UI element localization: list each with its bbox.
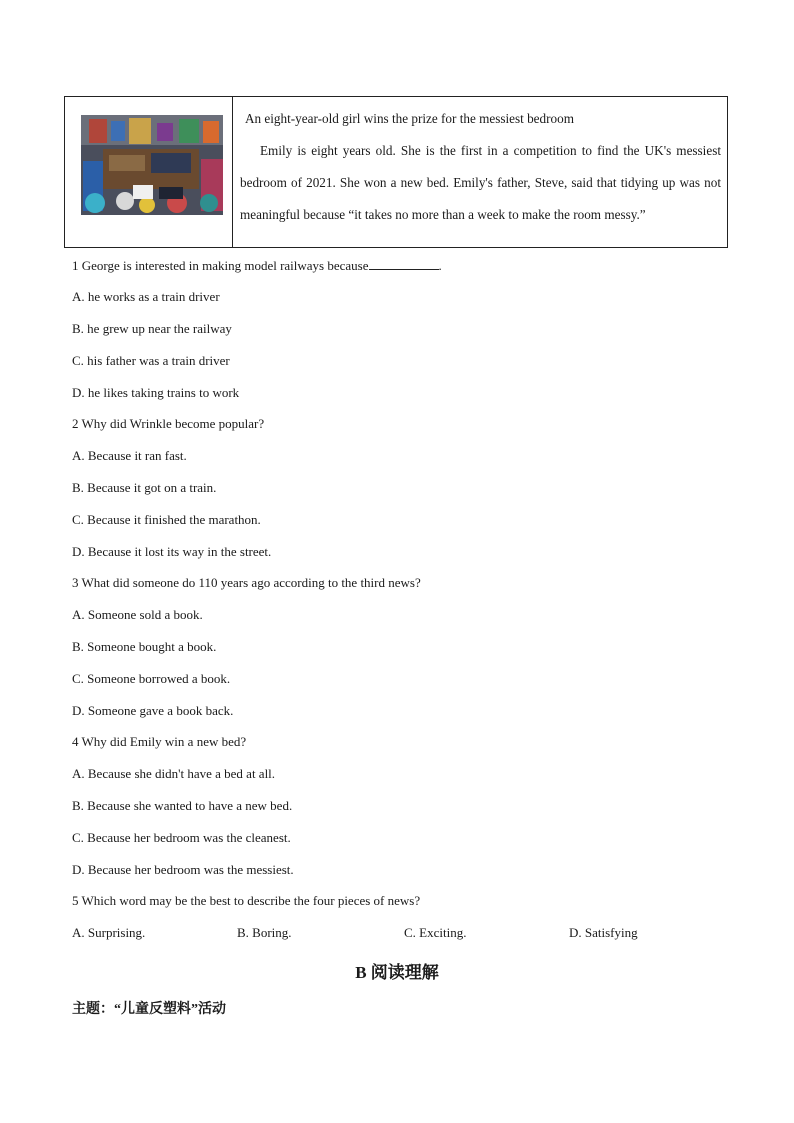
q3-option-a: A. Someone sold a book. (72, 607, 203, 622)
news-text-cell (233, 97, 727, 247)
q2-option-b: B. Because it got on a train. (72, 480, 217, 495)
q3-option-d: D. Someone gave a book back. (72, 703, 234, 718)
section-topic: 主题：“儿童反塑料”活动 (72, 1002, 226, 1017)
q1-option-c: C. his father was a train driver (72, 353, 230, 368)
q4-option-c: C. Because her bedroom was the cleanest. (72, 830, 291, 845)
q1-option-b: B. he grew up near the railway (72, 321, 232, 336)
q5-option-a: A. Surprising. (72, 925, 146, 940)
news-title: An eight-year-old girl wins the prize for the messiest bedroom (245, 111, 574, 126)
answer-blank (369, 257, 439, 270)
image-cell (65, 97, 233, 247)
question-5-stem: 5 Which word may be the best to describe the four pieces of news? (72, 893, 421, 908)
section-heading: B 阅读理解 (355, 963, 439, 982)
question-3-stem: 3 What did someone do 110 years ago according to the third news? (72, 575, 421, 590)
messy-bedroom-photo (81, 115, 223, 215)
q2-option-d: D. Because it lost its way in the street. (72, 544, 272, 559)
q3-option-c: C. Someone borrowed a book. (72, 671, 231, 686)
q3-option-b: B. Someone bought a book. (72, 639, 217, 654)
question-4-stem: 4 Why did Emily win a new bed? (72, 734, 247, 749)
question-1-stem-end: . (438, 258, 442, 273)
question-2-stem: 2 Why did Wrinkle become popular? (72, 416, 265, 431)
q1-option-a: A. he works as a train driver (72, 289, 220, 304)
q5-option-d: D. Satisfying (569, 925, 638, 940)
news-body: Emily is eight years old. She is the first in a competition to find the UK's messiest bedroom of 2021. She won a new bed. Emily's father, Steve, said that tidying up was not meaningful because “it takes no more than a week to make the room messy.” (240, 143, 721, 222)
q2-option-c: C. Because it finished the marathon. (72, 512, 261, 527)
news-table (64, 96, 728, 248)
q4-option-b: B. Because she wanted to have a new bed. (72, 798, 293, 813)
q2-option-a: A. Because it ran fast. (72, 448, 187, 463)
question-1-stem (72, 257, 442, 274)
q4-option-a: A. Because she didn't have a bed at all. (72, 766, 276, 781)
q4-option-d: D. Because her bedroom was the messiest. (72, 862, 294, 877)
q5-option-c: C. Exciting. (404, 925, 467, 940)
question-1-stem-text: 1 George is interested in making model railways because (72, 258, 369, 273)
q5-option-b: B. Boring. (237, 925, 292, 940)
q1-option-d: D. he likes taking trains to work (72, 385, 240, 400)
